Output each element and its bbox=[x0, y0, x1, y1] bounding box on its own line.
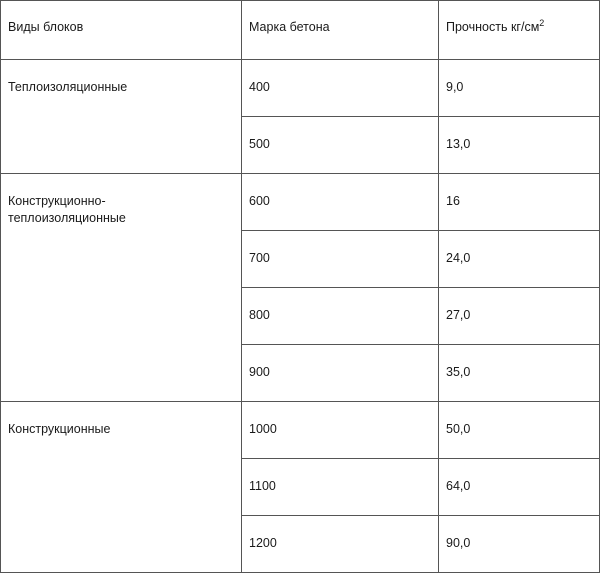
strength-value: 9,0 bbox=[446, 80, 464, 94]
block-type-cell bbox=[1, 60, 242, 174]
strength-cell bbox=[439, 402, 600, 459]
block-type-cell bbox=[1, 402, 242, 573]
grade-value: 1100 bbox=[249, 479, 276, 493]
header-strength-exponent: 2 bbox=[539, 18, 545, 28]
block-type-label: Конструкционные bbox=[8, 422, 111, 436]
grade-cell bbox=[242, 231, 439, 288]
table-row bbox=[1, 402, 600, 459]
grade-cell bbox=[242, 516, 439, 573]
strength-value: 24,0 bbox=[446, 251, 471, 265]
grade-value: 1200 bbox=[249, 536, 277, 550]
strength-cell bbox=[439, 459, 600, 516]
strength-cell bbox=[439, 231, 600, 288]
strength-value: 35,0 bbox=[446, 365, 471, 379]
header-block-type bbox=[1, 1, 242, 60]
grade-value: 400 bbox=[249, 80, 270, 94]
strength-value: 90,0 bbox=[446, 536, 471, 550]
strength-cell bbox=[439, 288, 600, 345]
strength-value: 50,0 bbox=[446, 422, 471, 436]
grade-value: 700 bbox=[249, 251, 270, 265]
block-type-label-line2: теплоизоляционные bbox=[8, 211, 126, 225]
grade-value: 1000 bbox=[249, 422, 277, 436]
block-type-label-line1: Конструкционно- bbox=[8, 194, 106, 208]
block-type-label: Теплоизоляционные bbox=[8, 80, 128, 94]
table-header-row bbox=[1, 1, 600, 60]
grade-cell bbox=[242, 345, 439, 402]
strength-value: 64,0 bbox=[446, 479, 471, 493]
table-row bbox=[1, 174, 600, 231]
header-block-type-label: Виды блоков bbox=[8, 20, 84, 34]
header-strength bbox=[439, 1, 600, 60]
grade-value: 800 bbox=[249, 308, 270, 322]
grade-cell bbox=[242, 60, 439, 117]
strength-cell bbox=[439, 174, 600, 231]
strength-value: 27,0 bbox=[446, 308, 471, 322]
grade-cell bbox=[242, 288, 439, 345]
grade-value: 600 bbox=[249, 194, 270, 208]
strength-cell bbox=[439, 60, 600, 117]
grade-value: 500 bbox=[249, 137, 270, 151]
grade-cell bbox=[242, 402, 439, 459]
header-concrete-grade bbox=[242, 1, 439, 60]
grade-cell bbox=[242, 117, 439, 174]
header-strength-label: Прочность кг/см bbox=[446, 20, 540, 34]
strength-cell bbox=[439, 117, 600, 174]
grade-value: 900 bbox=[249, 365, 270, 379]
strength-cell bbox=[439, 345, 600, 402]
table-row bbox=[1, 60, 600, 117]
strength-value: 16 bbox=[446, 194, 460, 208]
grade-cell bbox=[242, 174, 439, 231]
strength-cell bbox=[439, 516, 600, 573]
grade-cell bbox=[242, 459, 439, 516]
strength-value: 13,0 bbox=[446, 137, 471, 151]
block-type-cell bbox=[1, 174, 242, 402]
header-concrete-grade-label: Марка бетона bbox=[249, 20, 330, 34]
